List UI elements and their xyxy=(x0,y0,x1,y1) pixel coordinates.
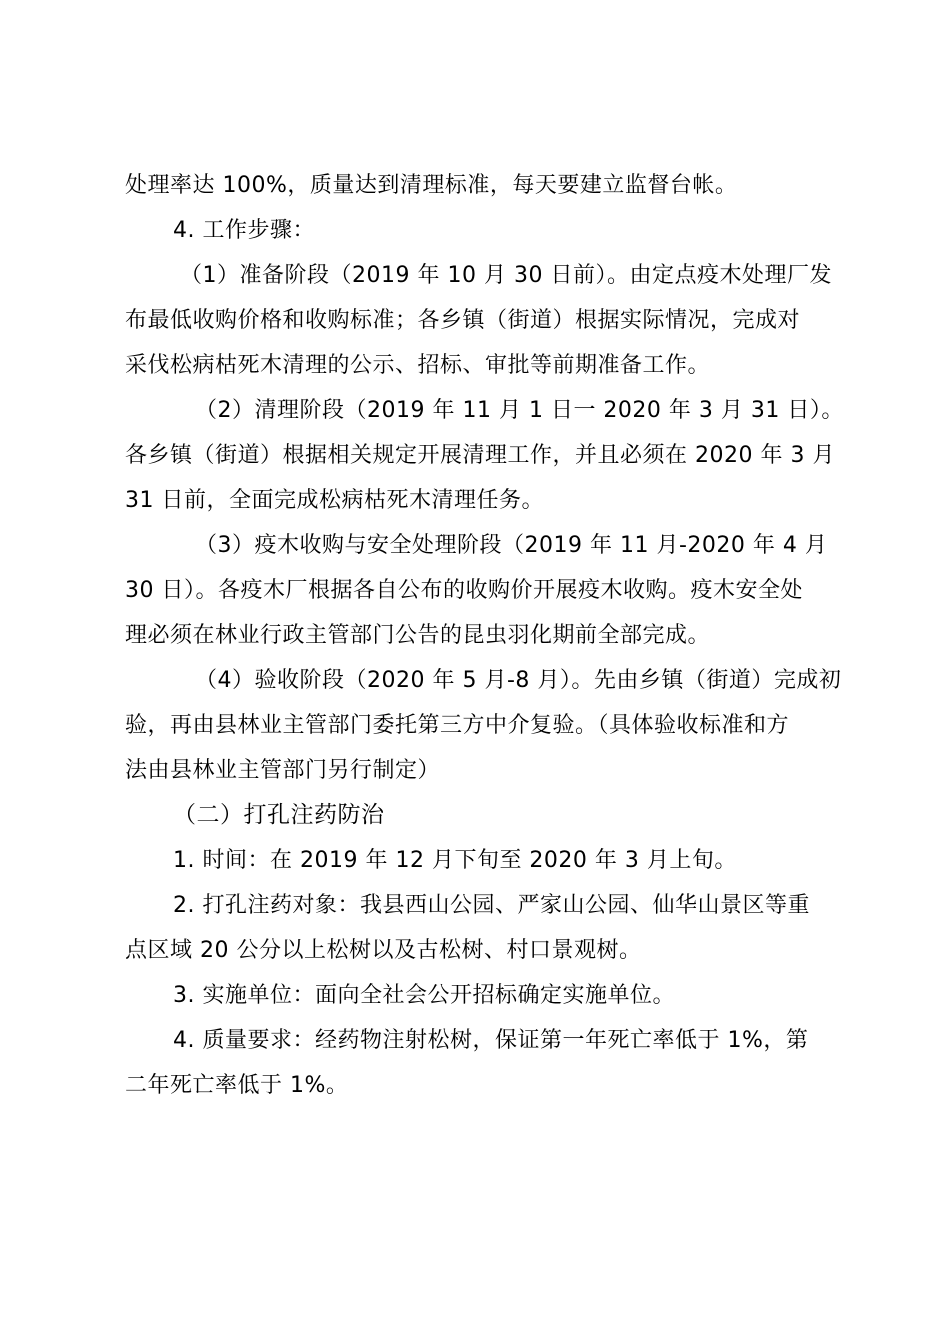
paragraph-line: （3）疫木收购与安全处理阶段（2019 年 11 月-2020 年 4 月 xyxy=(195,533,828,558)
paragraph-line: 采伐松病枯死木清理的公示、招标、审批等前期准备工作。 xyxy=(125,353,711,378)
paragraph-line: （4）验收阶段（2020 年 5 月-8 月）。先由乡镇（街道）完成初 xyxy=(195,668,842,693)
paragraph-line: 3. 实施单位：面向全社会公开招标确定实施单位。 xyxy=(173,983,675,1008)
paragraph-line: 二年死亡率低于 1%。 xyxy=(125,1073,349,1098)
paragraph-line: 31 日前，全面完成松病枯死木清理任务。 xyxy=(125,488,544,513)
paragraph-line: 1. 时间：在 2019 年 12 月下旬至 2020 年 3 月上旬。 xyxy=(173,848,737,873)
paragraph-line: 点区域 20 公分以上松树以及古松树、村口景观树。 xyxy=(125,938,642,963)
paragraph-line: 4. 工作步骤： xyxy=(173,218,315,243)
paragraph-line: 处理率达 100%，质量达到清理标准，每天要建立监督台帐。 xyxy=(125,173,738,198)
paragraph-line: 各乡镇（街道）根据相关规定开展清理工作，并且必须在 2020 年 3 月 xyxy=(125,443,835,468)
paragraph-line: 布最低收购价格和收购标准；各乡镇（街道）根据实际情况，完成对 xyxy=(125,308,801,333)
paragraph-line: 30 日）。各疫木厂根据各自公布的收购价开展疫木收购。疫木安全处 xyxy=(125,578,803,603)
paragraph-line: 法由县林业主管部门另行制定） xyxy=(125,758,441,783)
section-heading: （二）打孔注药防治 xyxy=(173,802,385,828)
paragraph-line: 验，再由县林业主管部门委托第三方中介复验。（具体验收标准和方 xyxy=(125,713,790,738)
paragraph-line: （1）准备阶段（2019 年 10 月 30 日前）。由定点疫木处理厂发 xyxy=(180,263,832,288)
paragraph-line: 4. 质量要求：经药物注射松树，保证第一年死亡率低于 1%，第 xyxy=(173,1028,809,1053)
paragraph-line: 2. 打孔注药对象：我县西山公园、严家山公园、仙华山景区等重 xyxy=(173,893,810,918)
paragraph-line: 理必须在林业行政主管部门公告的昆虫羽化期前全部完成。 xyxy=(125,623,711,648)
paragraph-line: （2）清理阶段（2019 年 11 月 1 日一 2020 年 3 月 31 日）。 xyxy=(195,398,844,423)
